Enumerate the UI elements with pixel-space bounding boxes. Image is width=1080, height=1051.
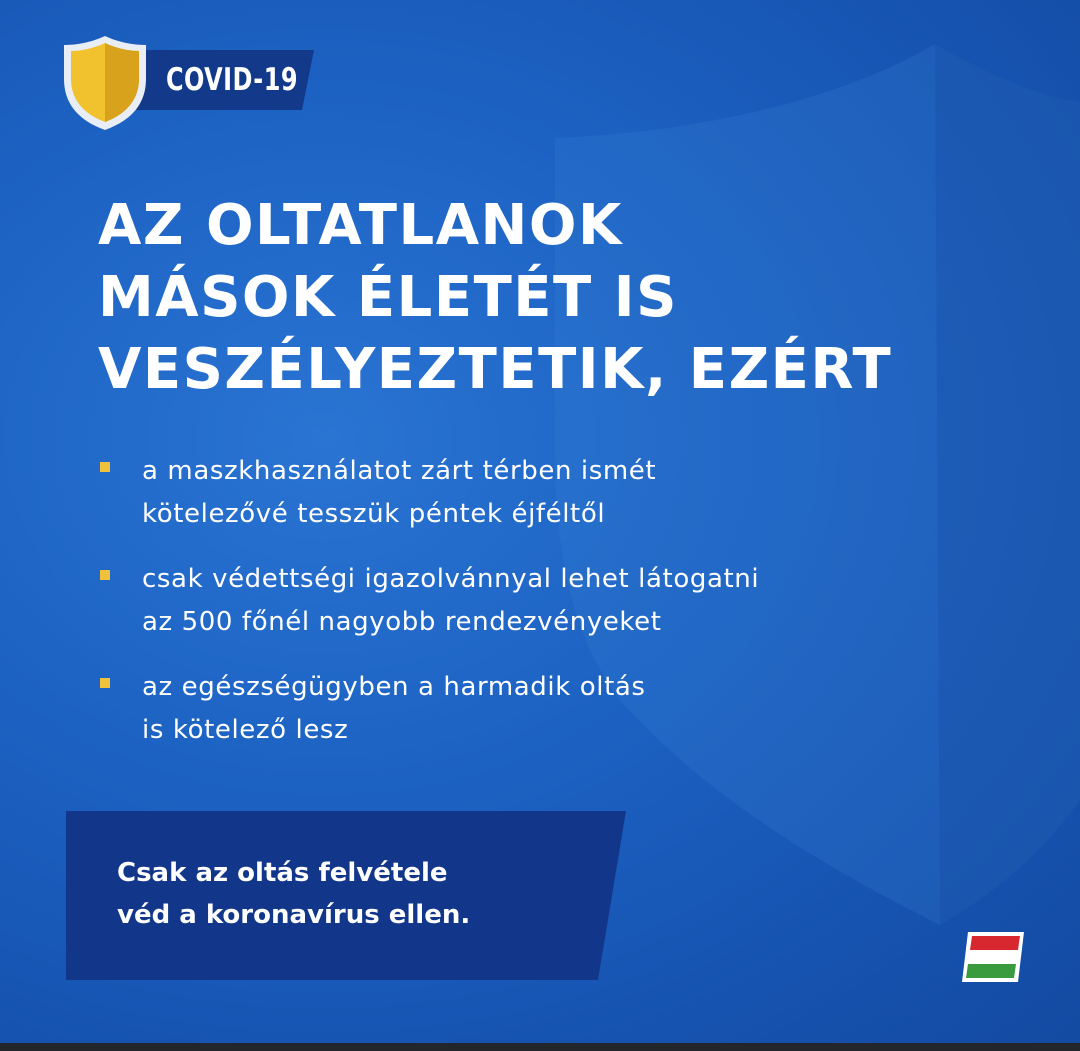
- bullet-text-line: kötelezővé tesszük péntek éjféltől: [142, 499, 606, 529]
- bullet-item: [98, 558, 918, 644]
- bullet-text-line: a maszkhasználatot zárt térben ismét: [142, 456, 657, 486]
- footer-line: véd a koronavírus ellen.: [117, 900, 471, 930]
- hungarian-flag-icon: [962, 930, 1026, 984]
- headline-line: MÁSOK ÉLETÉT IS: [98, 265, 678, 330]
- bullet-marker-icon: [100, 462, 110, 472]
- bullet-text-line: az egészségügyben a harmadik oltás: [142, 672, 646, 702]
- footer-line: Csak az oltás felvétele: [117, 858, 448, 888]
- bullet-text-line: az 500 főnél nagyobb rendezvényeket: [142, 607, 662, 637]
- shield-icon: [60, 33, 150, 133]
- header-tag-label: COVID-19: [166, 62, 298, 98]
- bullet-item: [98, 450, 918, 536]
- bullet-item: [98, 666, 918, 752]
- headline-line: VESZÉLYEZTETIK, EZÉRT: [98, 337, 893, 402]
- bullet-text-line: csak védettségi igazolvánnyal lehet látogatni: [142, 564, 760, 594]
- bottom-edge-bar: [0, 1043, 1080, 1051]
- bullet-list: [98, 450, 918, 774]
- headline-line: AZ OLTATLANOK: [98, 193, 623, 258]
- headline: [98, 190, 892, 406]
- footer-message: [117, 852, 470, 936]
- bullet-marker-icon: [100, 570, 110, 580]
- bullet-marker-icon: [100, 678, 110, 688]
- bullet-text-line: is kötelező lesz: [142, 715, 349, 745]
